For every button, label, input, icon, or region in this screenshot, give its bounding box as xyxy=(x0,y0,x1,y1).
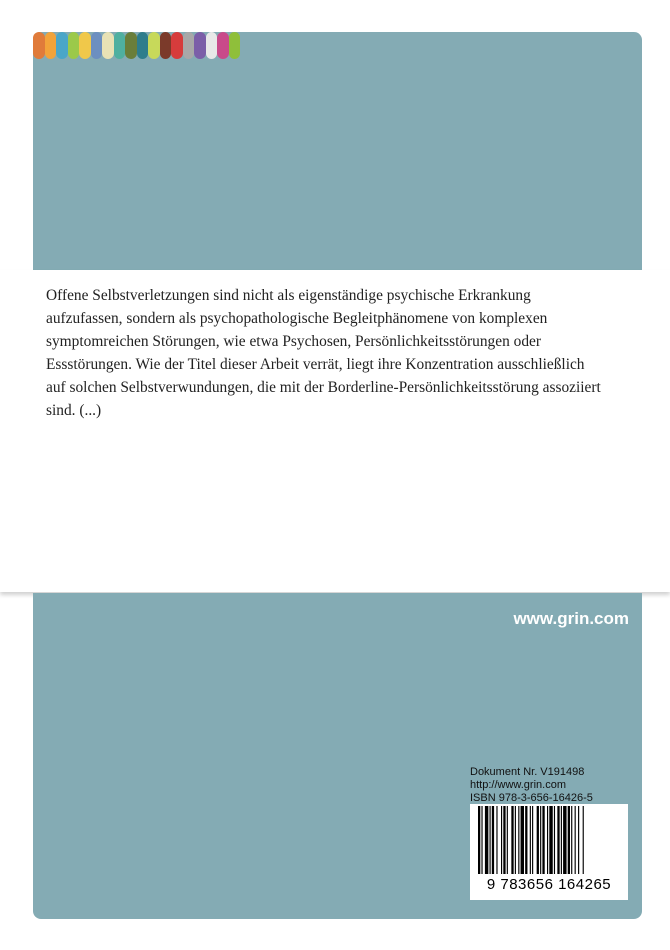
barcode-bar xyxy=(532,806,533,874)
color-stripes xyxy=(33,32,240,59)
barcode-bar xyxy=(557,806,559,874)
color-stripe xyxy=(68,32,80,59)
color-stripe xyxy=(171,32,183,59)
barcode-bar xyxy=(578,806,579,874)
color-stripe xyxy=(91,32,103,59)
book-info xyxy=(470,766,630,805)
color-stripe xyxy=(125,32,137,59)
color-stripe xyxy=(229,32,241,59)
barcode-bar xyxy=(501,806,502,874)
barcode-bar xyxy=(507,806,508,874)
color-stripe xyxy=(160,32,172,59)
barcode-bar xyxy=(478,806,480,874)
barcode-bar xyxy=(496,806,497,874)
color-stripe xyxy=(102,32,114,59)
barcode-bar xyxy=(530,806,531,874)
color-stripe xyxy=(194,32,206,59)
publisher-website[interactable]: www.grin.com xyxy=(513,609,629,628)
barcode-bar xyxy=(525,806,527,874)
color-stripe xyxy=(137,32,149,59)
color-stripe xyxy=(217,32,229,59)
barcode-bar xyxy=(568,806,570,874)
color-stripe xyxy=(114,32,126,59)
barcode-bar xyxy=(540,806,541,874)
barcode-bar xyxy=(561,806,562,874)
barcode-bar xyxy=(583,806,584,874)
color-stripe xyxy=(206,32,218,59)
document-number: Dokument Nr. V191498 xyxy=(470,766,585,778)
barcode-bar xyxy=(521,806,524,874)
barcode-bar xyxy=(575,806,576,874)
barcode-bar xyxy=(515,806,516,874)
barcode-bar xyxy=(542,806,544,874)
barcode-bar xyxy=(537,806,539,874)
isbn-barcode xyxy=(470,804,628,900)
top-color-panel xyxy=(33,32,642,270)
barcode-bar xyxy=(485,806,488,874)
isbn: ISBN 978-3-656-16426-5 xyxy=(470,792,593,804)
barcode-number: 9 783656 164265 xyxy=(486,876,612,893)
barcode-bar xyxy=(492,806,494,874)
color-stripe xyxy=(79,32,91,59)
color-stripe xyxy=(148,32,160,59)
barcode-bar xyxy=(549,806,552,874)
barcode-bar xyxy=(511,806,513,874)
barcode-bar xyxy=(554,806,555,874)
barcode-bar xyxy=(547,806,548,874)
color-stripe xyxy=(183,32,195,59)
back-cover-blurb: Offene Selbstverletzungen sind nicht als eigenständige psychische Erkrankung aufzufassen, sondern als psychopathologische Begleitphänomene von komplexen symptomreichen Störungen, wie etwa Psychosen, Persönlichkeitsstörungen oder Essstörungen. Wie der Titel dieser Arbeit verrät, liegt ihre Konzentration ausschließlich auf solchen Selbstverwundungen, die mit der Borderline-Persönlichkeitsstörung assoziiert sind. (...) xyxy=(46,287,601,419)
barcode-bar xyxy=(490,806,491,874)
bottom-color-panel xyxy=(33,593,642,919)
color-stripe xyxy=(45,32,57,59)
color-stripe xyxy=(56,32,68,59)
barcode-bars xyxy=(478,806,620,876)
barcode-bar xyxy=(481,806,482,874)
color-stripe xyxy=(33,32,45,59)
barcode-bar xyxy=(571,806,572,874)
barcode-bar xyxy=(563,806,566,874)
publisher-url[interactable]: http://www.grin.com xyxy=(470,779,566,791)
barcode-bar xyxy=(503,806,505,874)
barcode-bar xyxy=(518,806,519,874)
